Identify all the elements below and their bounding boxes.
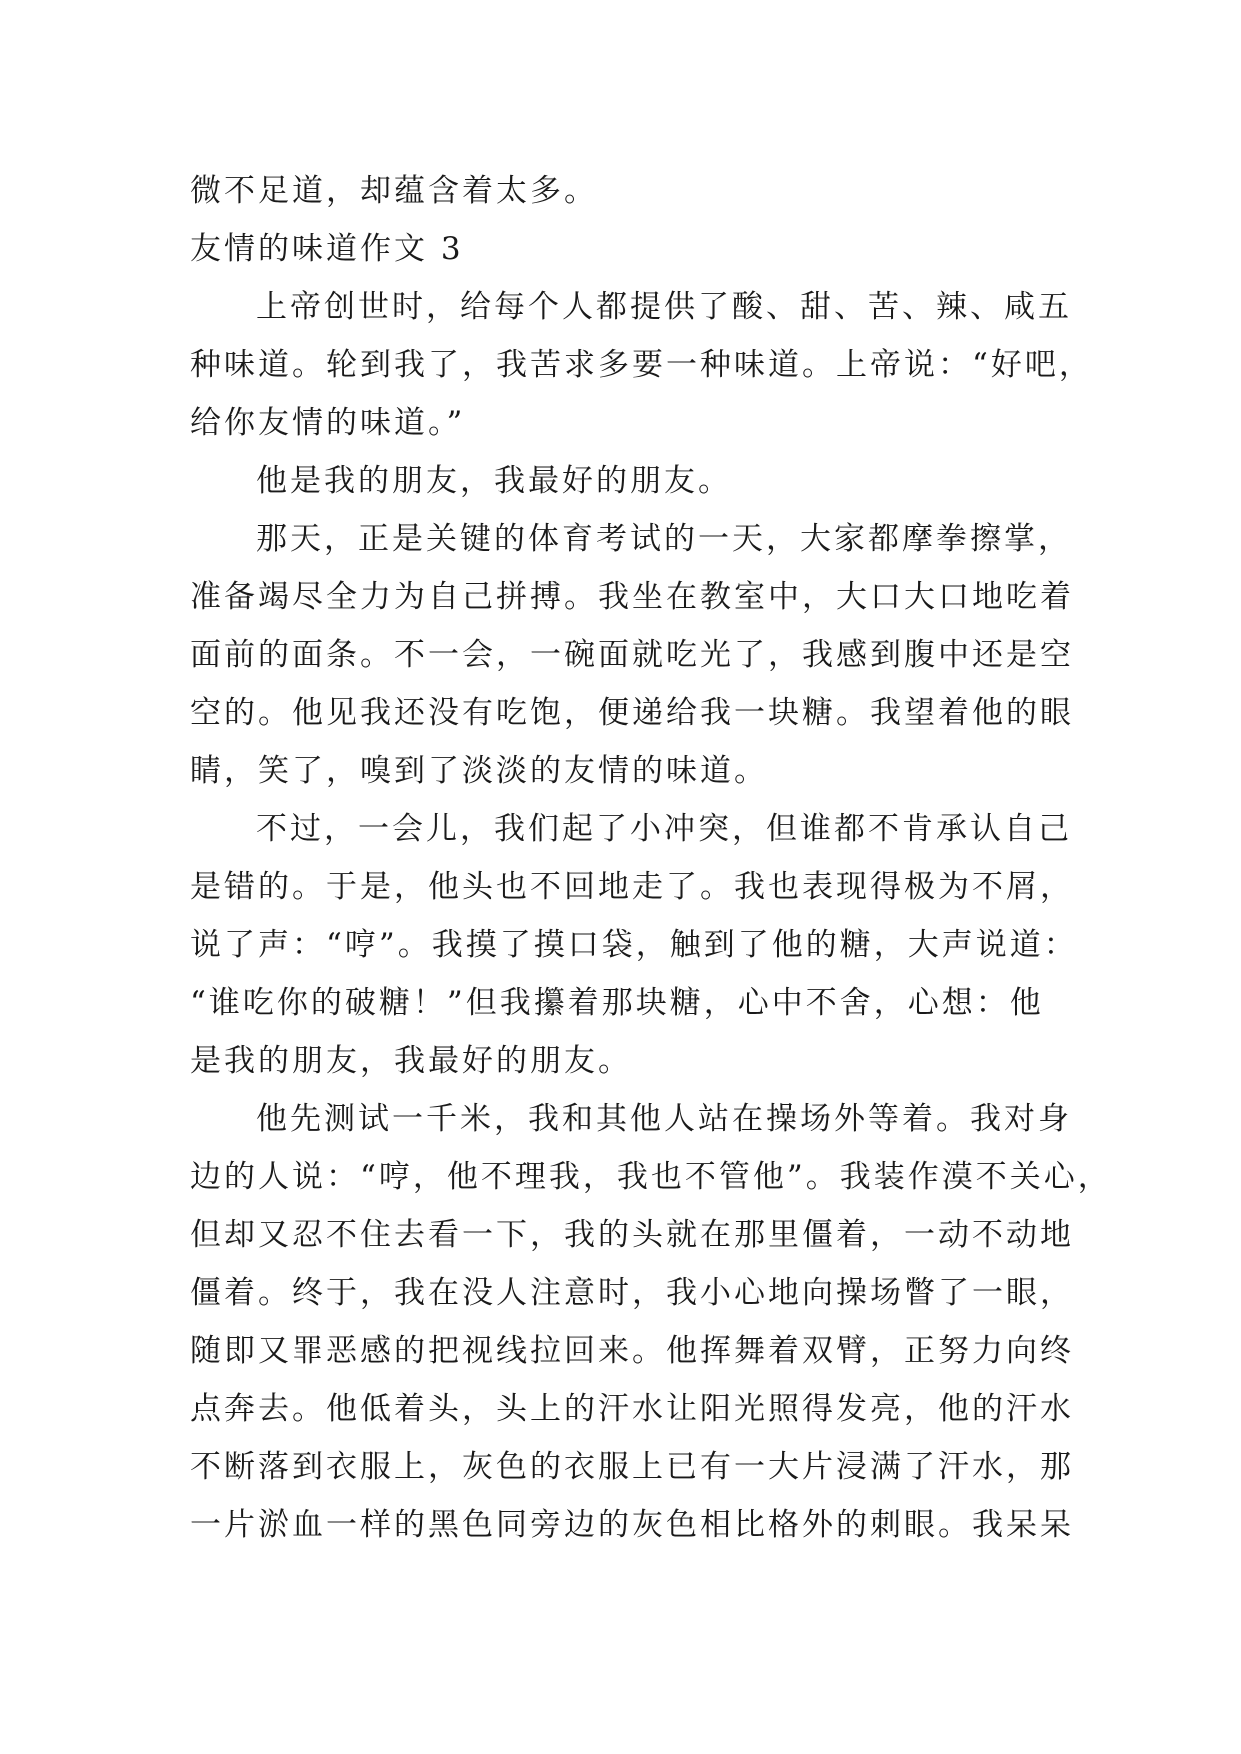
paragraph-5: [190, 1090, 1112, 1554]
paragraph-3: [190, 510, 1074, 800]
paragraph-line: 面前的面条。不一会，一碗面就吃光了，我感到腹中还是空: [190, 637, 1074, 673]
paragraph-1: [190, 278, 1093, 452]
paragraph-line: 准备竭尽全力为自己拼搏。我坐在教室中，大口大口地吃着: [190, 579, 1074, 615]
paragraph-line: 给你友情的味道。”: [190, 405, 466, 441]
paragraph-line: 他先测试一千米，我和其他人站在操场外等着。我对身: [256, 1101, 1072, 1137]
paragraph-line: 空的。他见我还没有吃饱，便递给我一块糖。我望着他的眼: [190, 695, 1074, 731]
paragraph-line: 点奔去。他低着头，头上的汗水让阳光照得发亮，他的汗水: [190, 1391, 1074, 1427]
essay-title: 友情的味道作文 3: [190, 231, 464, 267]
paragraph-line: “谁吃你的破糖！”但我攥着那块糖，心中不舍，心想：他: [190, 985, 1044, 1021]
paragraph-line: 是我的朋友，我最好的朋友。: [190, 1043, 632, 1079]
intro-line: 微不足道，却蕴含着太多。: [190, 173, 598, 209]
paragraph-line: 睛，笑了，嗅到了淡淡的友情的味道。: [190, 753, 768, 789]
paragraph-line: 僵着。终于，我在没人注意时，我小心地向操场瞥了一眼，: [190, 1275, 1074, 1311]
paragraph-4: [190, 800, 1078, 1090]
paragraph-line: 他是我的朋友，我最好的朋友。: [256, 463, 732, 499]
paragraph-line: 上帝创世时，给每个人都提供了酸、甜、苦、辣、咸五: [256, 289, 1072, 325]
paragraph-line: 边的人说：“哼，他不理我，我也不管他”。我装作漠不关心，: [190, 1159, 1112, 1195]
paragraph-line: 随即又罪恶感的把视线拉回来。他挥舞着双臂，正努力向终: [190, 1333, 1074, 1369]
paragraph-line: 那天，正是关键的体育考试的一天，大家都摩拳擦掌，: [256, 521, 1072, 557]
paragraph-line: 种味道。轮到我了，我苦求多要一种味道。上帝说：“好吧，: [190, 347, 1093, 383]
paragraph-2: [190, 452, 1050, 510]
paragraph-line: 说了声：“哼”。我摸了摸口袋，触到了他的糖，大声说道：: [190, 927, 1078, 963]
paragraph-line: 是错的。于是，他头也不回地走了。我也表现得极为不屑，: [190, 869, 1074, 905]
paragraph-line: 不过，一会儿，我们起了小冲突，但谁都不肯承认自己: [256, 811, 1072, 847]
paragraph-line: 不断落到衣服上，灰色的衣服上已有一大片浸满了汗水，那: [190, 1449, 1074, 1485]
paragraph-line: 但却又忍不住去看一下，我的头就在那里僵着，一动不动地: [190, 1217, 1074, 1253]
paragraph-line: 一片淤血一样的黑色同旁边的灰色相比格外的刺眼。我呆呆: [190, 1507, 1074, 1543]
document-body: [190, 162, 1112, 1554]
